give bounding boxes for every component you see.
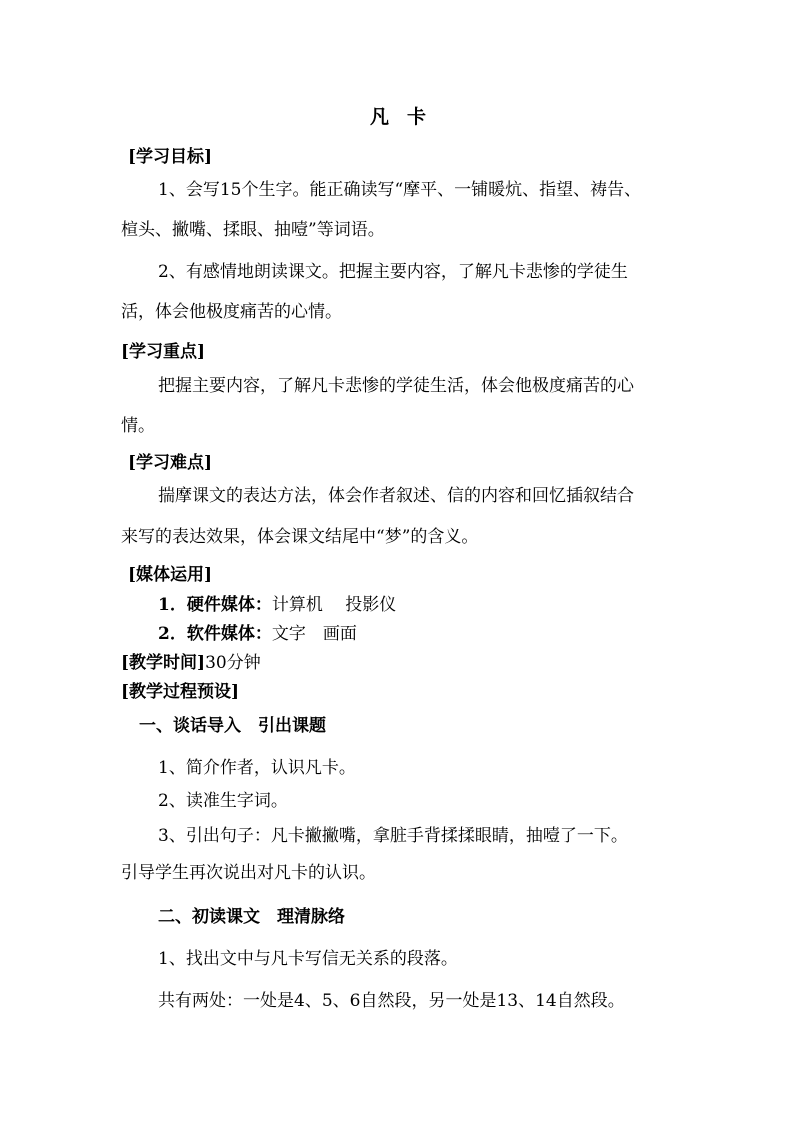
teaching-time-heading: [教学时间]: [121, 653, 206, 673]
key-points-line-2: 情。: [121, 416, 155, 436]
media-item-1-label: 1．硬件媒体：: [158, 595, 272, 615]
page-title: 凡卡: [370, 106, 445, 128]
goals-item-1-line-2: 楦头、撇嘴、揉眼、抽噎”等词语。: [121, 220, 385, 240]
media-heading: [媒体运用]: [128, 565, 213, 585]
key-points-heading: [学习重点]: [121, 342, 206, 362]
goals-item-2-line-1: 2、有感情地朗读课文。把握主要内容，了解凡卡悲惨的学徒生: [158, 262, 628, 282]
section-1-item-2: 2、读准生字词。: [158, 791, 288, 811]
difficulties-line-2: 来写的表达效果，体会课文结尾中“梦”的含义。: [121, 527, 479, 547]
section-2-title: 二、初读课文 理清脉络: [158, 907, 345, 927]
teaching-time: [121, 652, 261, 674]
key-points-line-1: 把握主要内容，了解凡卡悲惨的学徒生活，体会他极度痛苦的心: [158, 376, 634, 396]
goals-item-2-line-2: 活，体会他极度痛苦的心情。: [121, 302, 342, 322]
difficulties-line-1: 揣摩课文的表达方法，体会作者叙述、信的内容和回忆插叙结合: [158, 486, 634, 506]
section-1-item-3-line-1: 3、引出句子：凡卡撇撇嘴，拿脏手背揉揉眼睛，抽噎了一下。: [158, 826, 628, 846]
section-2-item-2: 共有两处：一处是4、5、6自然段，另一处是13、14自然段。: [158, 991, 625, 1011]
goals-item-1-line-1: 1、会写15个生字。能正确读写“摩平、一铺暖炕、指望、祷告、: [158, 180, 642, 200]
media-item-2-label: 2．软件媒体：: [158, 624, 272, 644]
section-2-item-1: 1、找出文中与凡卡写信无关系的段落。: [158, 949, 458, 969]
difficulties-heading: [学习难点]: [128, 453, 213, 473]
media-item-2: [158, 623, 357, 645]
section-1-title: 一、谈话导入 引出课题: [139, 716, 326, 736]
media-item-2-value: 文字 画面: [271, 624, 357, 644]
goals-heading: [学习目标]: [128, 147, 213, 167]
teaching-time-value: 30分钟: [205, 653, 261, 673]
section-1-item-3-line-2: 引导学生再次说出对凡卡的认识。: [121, 863, 376, 883]
section-1-item-1: 1、简介作者，认识凡卡。: [158, 758, 356, 778]
media-item-1: [158, 594, 396, 616]
media-item-1-value: 计算机 投影仪: [271, 595, 397, 615]
process-heading: [教学过程预设]: [121, 682, 240, 702]
